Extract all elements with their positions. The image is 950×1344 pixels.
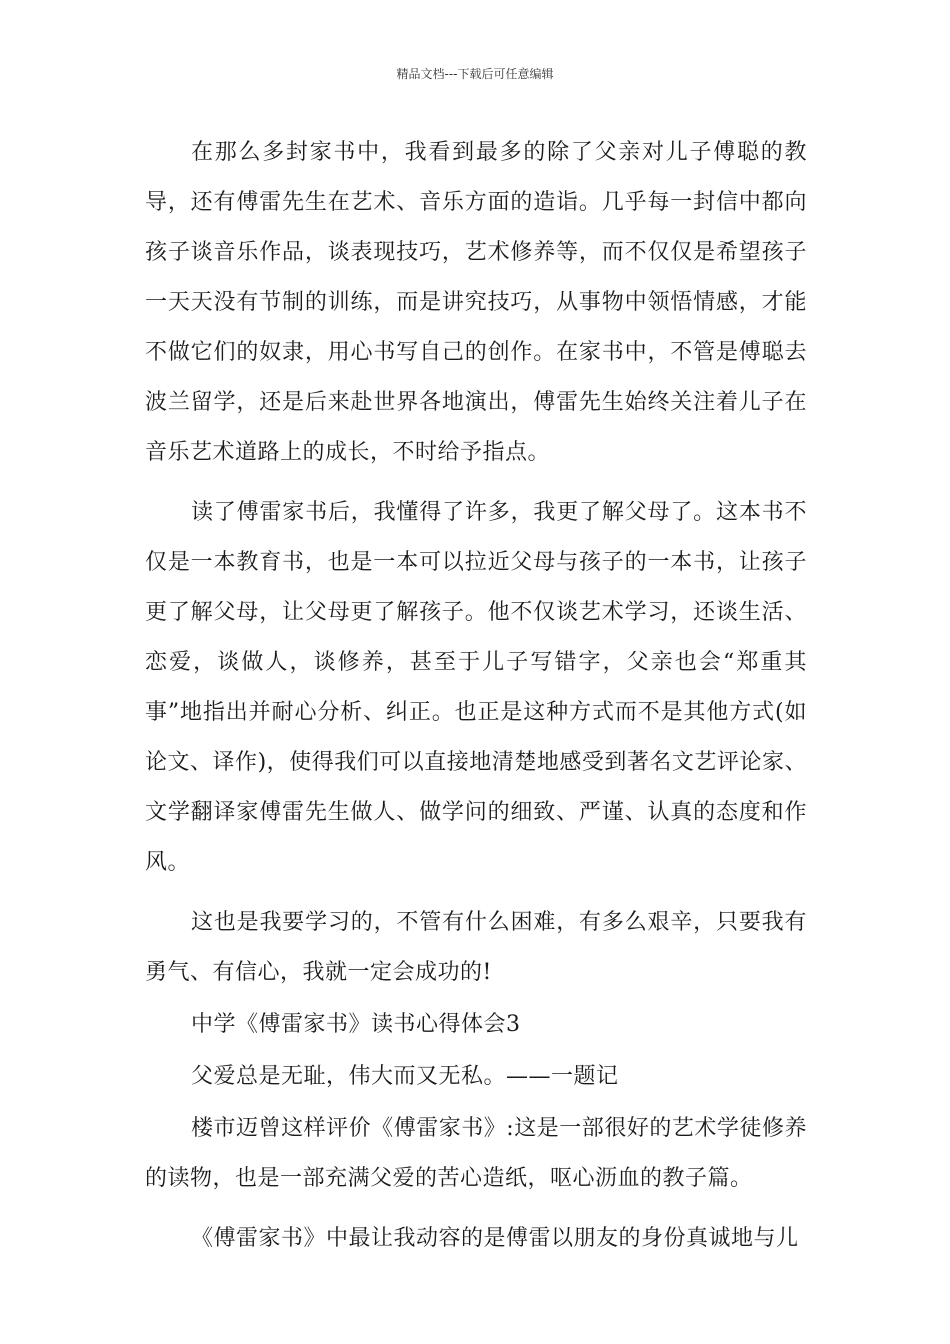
document-body [145,128,807,1264]
paragraph-understanding-parents: 读了傅雷家书后，我懂得了许多，我更了解父母了。这本书不仅是一本教育书，也是一本可以拉近父母与孩子的一本书，让孩子更了解父母，让父母更了解孩子。他不仅谈艺术学习，还谈生活、恋爱，谈做人，谈修养，甚至于儿子写错字，父亲也会“郑重其事”地指出并耐心分析、纠正。也正是这种方式而不是其他方式(如论文、译作)，使得我们可以直接地清楚地感受到著名文艺评论家、文学翻译家傅雷先生做人、做学问的细致、严谨、认真的态度和作风。 [145,500,807,875]
paragraph-learning: 这也是我要学习的，不管有什么困难，有多么艰辛，只要我有勇气、有信心，我就一定会成功的! [145,910,807,985]
paragraph-evaluation: 楼市迈曾这样评价《傅雷家书》:这是一部很好的艺术学徒修养的读物，也是一部充满父爱的苦心造纸，呕心沥血的教子篇。 [145,1116,807,1191]
epigraph: 父爱总是无耻，伟大而又无私。——一题记 [191,1064,619,1089]
page-header: 精品文档---下载后可任意编辑 [396,67,554,81]
paragraph-moving: 《傅雷家书》中最让我动容的是傅雷以朋友的身份真诚地与儿 [191,1226,799,1251]
section-heading: 中学《傅雷家书》读书心得体会3 [191,1012,521,1037]
paragraph-art-music: 在那么多封家书中，我看到最多的除了父亲对儿子傅聪的教导，还有傅雷先生在艺术、音乐方面的造诣。几乎每一封信中都向孩子谈音乐作品，谈表现技巧，艺术修养等，而不仅仅是希望孩子一天天没有节制的训练，而是讲究技巧，从事物中领悟情感，才能不做它们的奴隶，用心书写自己的创作。在家书中，不管是傅聪去波兰留学，还是后来赴世界各地演出，傅雷先生始终关注着儿子在音乐艺术道路上的成长，不时给予指点。 [145,140,807,465]
